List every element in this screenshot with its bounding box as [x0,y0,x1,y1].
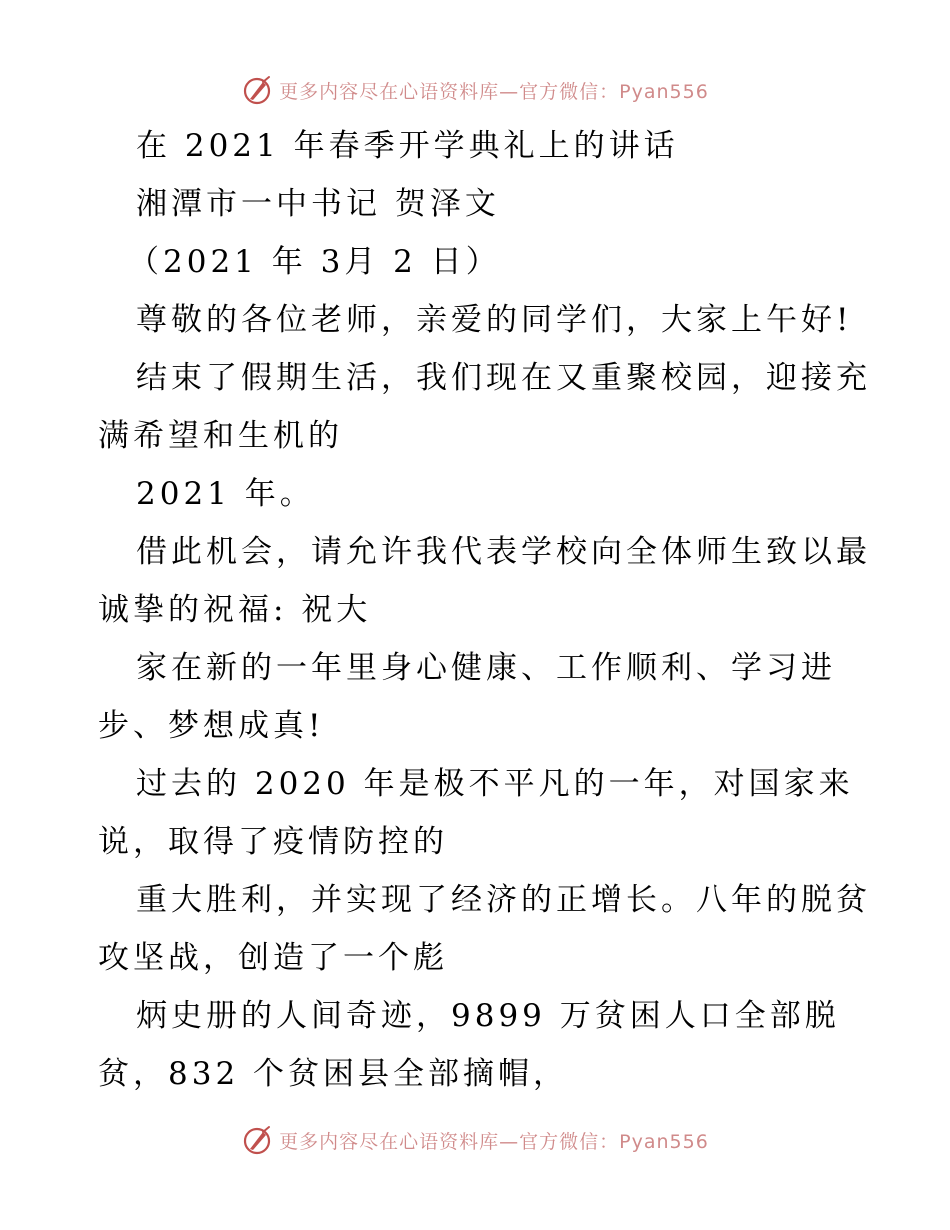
header-banner-text: 更多内容尽在心语资料库—官方微信：Pyan556 [279,80,709,103]
paragraph-line: 炳史册的人间奇迹，9899 万贫困人口全部脱 [136,998,840,1034]
paragraph-line: 家在新的一年里身心健康、工作顺利、学习进 [136,650,836,686]
paragraph-line: 结束了假期生活，我们现在又重聚校园，迎接充 [136,360,871,396]
paragraph-line: 借此机会，请允许我代表学校向全体师生致以最 [136,534,871,570]
quill-pen-logo-icon [241,1124,273,1156]
speaker-line: 湘潭市一中书记 贺泽文 [136,186,500,222]
paragraph-line: 满希望和生机的 [98,418,343,454]
paragraph-line: 说，取得了疫情防控的 [98,824,448,860]
paragraph-line: 过去的 2020 年是极不平凡的一年，对国家来 [136,766,854,802]
document-body [98,122,871,1108]
paragraph-line: 贫，832 个贫困县全部摘帽， [98,1056,569,1092]
header-watermark-banner [0,70,950,110]
paragraph-line: 重大胜利，并实现了经济的正增长。八年的脱贫 [136,882,871,918]
paragraph-line: 诚挚的祝福: 祝大 [98,592,372,628]
paragraph-line: 步、梦想成真! [98,708,325,744]
footer-banner-text: 更多内容尽在心语资料库—官方微信：Pyan556 [279,1130,709,1153]
greeting-line: 尊敬的各位老师，亲爱的同学们，大家上午好! [136,302,853,338]
date-line: （2021 年 3月 2 日） [128,244,501,280]
speech-title: 在 2021 年春季开学典礼上的讲话 [136,128,679,164]
paragraph-line: 攻坚战，创造了一个彪 [98,940,448,976]
footer-watermark-banner [0,1120,950,1160]
quill-pen-logo-icon [241,74,273,106]
paragraph-line: 2021 年。 [136,476,315,512]
